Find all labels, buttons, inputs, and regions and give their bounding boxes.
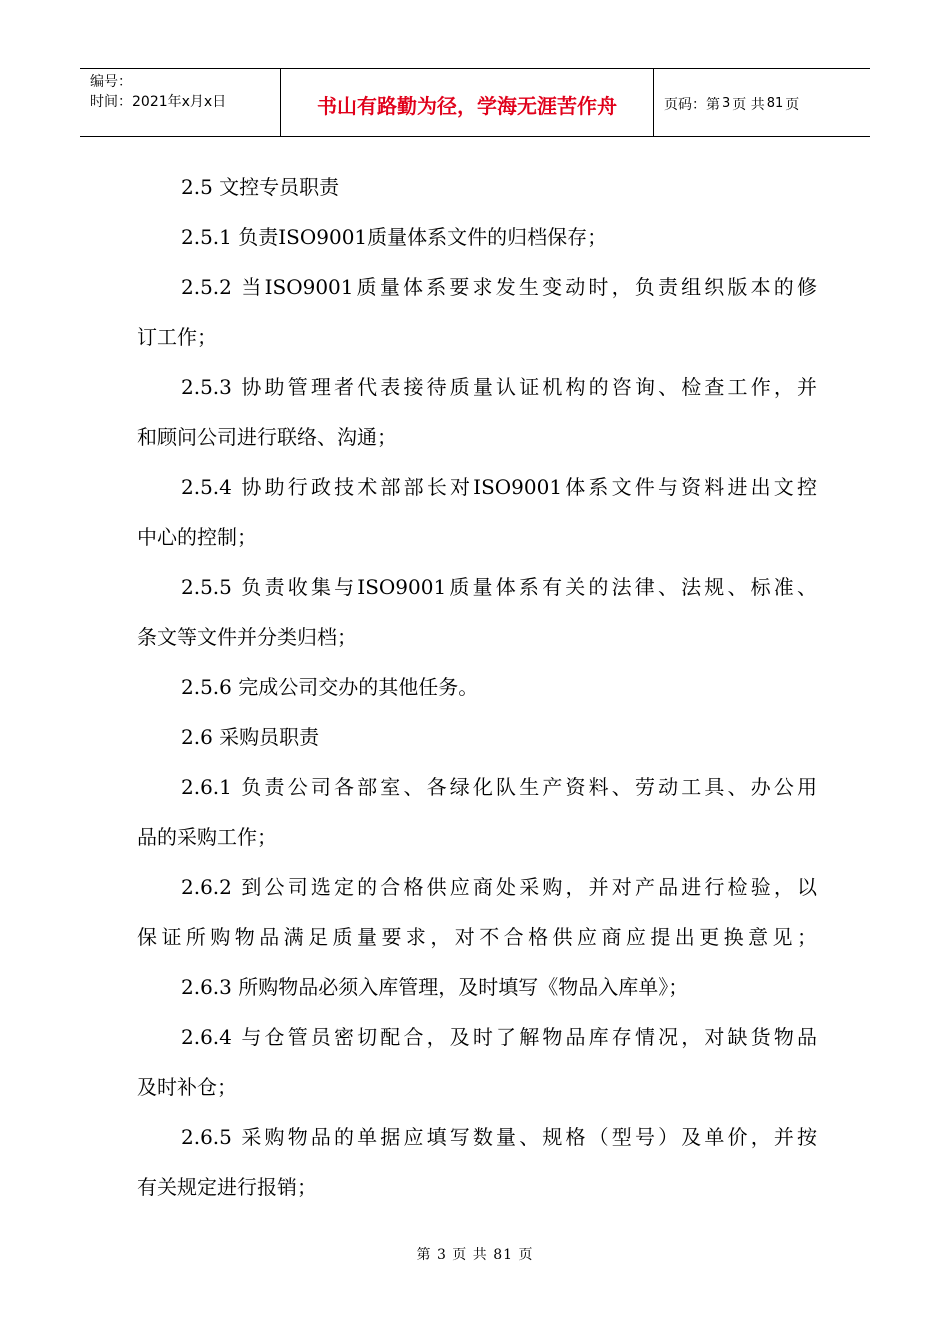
header-page-prefix: 页码：第 bbox=[664, 96, 720, 113]
paragraph-line: 保证所购物品满足质量要求，对不合格供应商应提出更换意见； bbox=[137, 925, 817, 949]
paragraph-line: 有关规定进行报销； bbox=[137, 1175, 317, 1199]
footer-page-number: 第 3 页 共 81 页 bbox=[416, 1247, 534, 1263]
page-footer bbox=[0, 1244, 950, 1264]
header-info-cell bbox=[80, 69, 281, 136]
paragraph-line: 品的采购工作； bbox=[137, 825, 277, 849]
paragraph-line: 2.6.3 所购物品必须入库管理，及时填写《物品入库单》； bbox=[181, 975, 689, 999]
page-header bbox=[80, 68, 870, 137]
paragraph-line: 2.5.2 当ISO9001质量体系要求发生变动时，负责组织版本的修 bbox=[181, 275, 817, 299]
paragraph-line: 及时补仓； bbox=[137, 1075, 237, 1099]
paragraph-line: 中心的控制； bbox=[137, 525, 257, 549]
paragraph-line: 和顾问公司进行联络、沟通； bbox=[137, 425, 397, 449]
paragraph-line: 2.6.5 采购物品的单据应填写数量、规格（型号）及单价，并按 bbox=[181, 1125, 817, 1149]
paragraph-line: 2.5.3 协助管理者代表接待质量认证机构的咨询、检查工作，并 bbox=[181, 375, 817, 399]
header-page-total: 81 bbox=[766, 96, 784, 111]
paragraph-line: 条文等文件并分类归档； bbox=[137, 625, 357, 649]
document-date-label: 时间：2021年x月x日 bbox=[90, 94, 227, 110]
paragraph-line: 2.5.1 负责ISO9001质量体系文件的归档保存； bbox=[181, 225, 608, 249]
paragraph-line: 2.6.4 与仓管员密切配合，及时了解物品库存情况，对缺货物品 bbox=[181, 1025, 817, 1049]
header-page-current: 3 bbox=[722, 96, 731, 111]
section-heading: 2.5 文控专员职责 bbox=[181, 175, 340, 199]
section-heading: 2.6 采购员职责 bbox=[181, 725, 320, 749]
document-number-label: 编号： bbox=[90, 74, 132, 90]
paragraph-line: 2.5.6 完成公司交办的其他任务。 bbox=[181, 675, 479, 699]
header-page-suffix: 页 bbox=[785, 96, 800, 113]
paragraph-line: 2.5.4 协助行政技术部部长对ISO9001体系文件与资料进出文控 bbox=[181, 475, 817, 499]
paragraph-line: 2.5.5 负责收集与ISO9001质量体系有关的法律、法规、标准、 bbox=[181, 575, 817, 599]
header-page-cell bbox=[654, 69, 870, 136]
header-motto: 书山有路勤为径，学海无涯苦作舟 bbox=[317, 94, 617, 118]
header-motto-cell bbox=[281, 69, 654, 136]
paragraph-line: 2.6.1 负责公司各部室、各绿化队生产资料、劳动工具、办公用 bbox=[181, 775, 817, 799]
paragraph-line: 订工作； bbox=[137, 325, 217, 349]
document-body bbox=[137, 162, 817, 1212]
header-page-mid: 页 共 bbox=[732, 96, 765, 113]
paragraph-line: 2.6.2 到公司选定的合格供应商处采购，并对产品进行检验，以 bbox=[181, 875, 817, 899]
